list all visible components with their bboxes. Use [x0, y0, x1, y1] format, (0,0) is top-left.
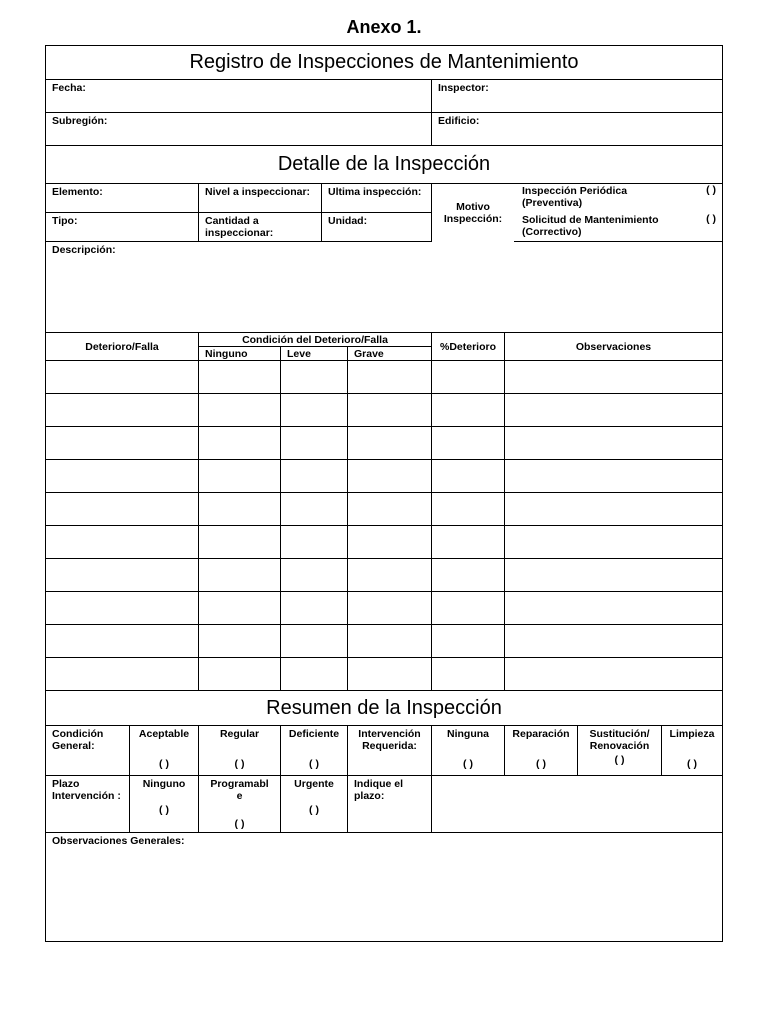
deterioro-cell-grave[interactable] — [348, 460, 432, 493]
observaciones-generales-field[interactable]: Observaciones Generales: — [52, 835, 185, 847]
reparacion-checkbox[interactable]: ( ) — [536, 758, 546, 770]
deterioro-cell-pct[interactable] — [432, 526, 505, 559]
col-observaciones: Observaciones — [505, 333, 722, 361]
motivo-label: Motivo Inspección: — [443, 201, 503, 225]
col-grave: Grave — [348, 347, 432, 361]
deterioro-cell-obs[interactable] — [505, 658, 722, 691]
col-pct-deterioro: %Deterioro — [432, 333, 505, 361]
sustitucion-label: Sustitución/ Renovación — [589, 728, 650, 752]
deterioro-cell-leve[interactable] — [281, 427, 348, 460]
deterioro-cell-grave[interactable] — [348, 658, 432, 691]
deterioro-cell-pct[interactable] — [432, 559, 505, 592]
deterioro-cell-leve[interactable] — [281, 361, 348, 394]
sustitucion-option[interactable] — [578, 726, 662, 776]
periodica-label: Inspección Periódica (Preventiva) — [522, 185, 628, 209]
ninguna-label: Ninguna — [447, 728, 489, 740]
deterioro-cell-pct[interactable] — [432, 361, 505, 394]
deterioro-cell-obs[interactable] — [505, 460, 722, 493]
deterioro-cell-obs[interactable] — [505, 559, 722, 592]
deterioro-cell-grave[interactable] — [348, 592, 432, 625]
unidad-field[interactable]: Unidad: — [322, 213, 432, 242]
sustitucion-checkbox[interactable]: ( ) — [614, 754, 625, 766]
plazo-ninguno-checkbox[interactable]: ( ) — [159, 804, 169, 816]
deterioro-cell-obs[interactable] — [505, 592, 722, 625]
deterioro-cell-leve[interactable] — [281, 394, 348, 427]
ninguna-option[interactable] — [432, 726, 505, 776]
deterioro-cell-ninguno[interactable] — [199, 592, 281, 625]
deterioro-cell-pct[interactable] — [432, 493, 505, 526]
deterioro-cell-pct[interactable] — [432, 592, 505, 625]
annex-title: Anexo 1. — [346, 17, 422, 37]
regular-label: Regular — [219, 728, 260, 740]
intervencion-requerida-label: Intervención Requerida: — [348, 726, 432, 776]
deterioro-cell-obs[interactable] — [505, 493, 722, 526]
deterioro-cell-falla[interactable] — [46, 559, 199, 592]
deterioro-cell-ninguno[interactable] — [199, 460, 281, 493]
ultima-inspeccion-field[interactable]: Ultima inspección: — [322, 184, 432, 213]
col-deterioro-falla: Deterioro/Falla — [46, 333, 199, 361]
descripcion-field[interactable]: Descripción: — [46, 242, 722, 333]
deterioro-cell-pct[interactable] — [432, 625, 505, 658]
deterioro-cell-leve[interactable] — [281, 625, 348, 658]
deterioro-cell-ninguno[interactable] — [199, 361, 281, 394]
nivel-field[interactable]: Nivel a inspeccionar: — [199, 184, 322, 213]
deterioro-cell-ninguno[interactable] — [199, 625, 281, 658]
deterioro-cell-falla[interactable] — [46, 658, 199, 691]
deterioro-cell-obs[interactable] — [505, 625, 722, 658]
col-ninguno: Ninguno — [199, 347, 281, 361]
limpieza-label: Limpieza — [669, 728, 715, 740]
deterioro-cell-pct[interactable] — [432, 394, 505, 427]
deficiente-label: Deficiente — [288, 728, 340, 740]
deterioro-cell-falla[interactable] — [46, 592, 199, 625]
deterioro-cell-falla[interactable] — [46, 625, 199, 658]
deterioro-cell-ninguno[interactable] — [199, 394, 281, 427]
deterioro-cell-leve[interactable] — [281, 460, 348, 493]
ninguna-checkbox[interactable]: ( ) — [463, 758, 473, 770]
col-leve: Leve — [281, 347, 348, 361]
deterioro-cell-pct[interactable] — [432, 460, 505, 493]
aceptable-label: Aceptable — [138, 728, 190, 740]
urgente-label: Urgente — [294, 778, 334, 790]
deterioro-cell-pct[interactable] — [432, 658, 505, 691]
plazo-ninguno-option[interactable] — [130, 776, 199, 833]
deterioro-cell-grave[interactable] — [348, 493, 432, 526]
deterioro-cell-obs[interactable] — [505, 394, 722, 427]
condicion-general-label: Condición General: — [46, 726, 130, 776]
deterioro-cell-obs[interactable] — [505, 361, 722, 394]
deterioro-cell-grave[interactable] — [348, 361, 432, 394]
deterioro-cell-falla[interactable] — [46, 394, 199, 427]
programable-label: Programable — [210, 778, 269, 802]
regular-checkbox[interactable]: ( ) — [234, 758, 245, 770]
deterioro-cell-leve[interactable] — [281, 592, 348, 625]
deterioro-cell-falla[interactable] — [46, 526, 199, 559]
elemento-field[interactable]: Elemento: — [46, 184, 199, 213]
form-title: Registro de Inspecciones de Mantenimiento — [46, 46, 722, 80]
deterioro-cell-falla[interactable] — [46, 361, 199, 394]
deterioro-cell-grave[interactable] — [348, 427, 432, 460]
deficiente-checkbox[interactable]: ( ) — [309, 758, 319, 770]
deterioro-cell-ninguno[interactable] — [199, 559, 281, 592]
programable-option[interactable] — [199, 776, 281, 833]
detail-heading: Detalle de la Inspección — [46, 146, 722, 184]
tipo-field[interactable]: Tipo: — [46, 213, 199, 242]
subregion-field[interactable]: Subregión: — [46, 113, 432, 146]
deterioro-cell-pct[interactable] — [432, 427, 505, 460]
programable-checkbox[interactable]: ( ) — [234, 818, 245, 830]
deterioro-cell-falla[interactable] — [46, 493, 199, 526]
deterioro-cell-grave[interactable] — [348, 625, 432, 658]
col-condicion: Condición del Deterioro/Falla — [199, 333, 432, 347]
edificio-field[interactable]: Edificio: — [432, 113, 722, 146]
deterioro-cell-ninguno[interactable] — [199, 526, 281, 559]
solicitud-option[interactable] — [514, 213, 722, 242]
limpieza-option[interactable] — [662, 726, 722, 776]
deterioro-cell-obs[interactable] — [505, 526, 722, 559]
deterioro-cell-falla[interactable] — [46, 427, 199, 460]
fecha-field[interactable]: Fecha: — [46, 80, 432, 113]
deterioro-cell-ninguno[interactable] — [199, 493, 281, 526]
deterioro-cell-ninguno[interactable] — [199, 658, 281, 691]
deterioro-cell-grave[interactable] — [348, 526, 432, 559]
summary-heading: Resumen de la Inspección — [46, 691, 722, 726]
aceptable-option[interactable] — [130, 726, 199, 776]
inspector-field[interactable]: Inspector: — [432, 80, 722, 113]
deterioro-cell-leve[interactable] — [281, 493, 348, 526]
cantidad-field[interactable]: Cantidad a inspeccionar: — [199, 213, 322, 242]
inspection-form — [45, 45, 723, 942]
urgente-option[interactable] — [281, 776, 348, 833]
reparacion-option[interactable] — [505, 726, 578, 776]
plazo-input[interactable] — [432, 776, 722, 833]
plazo-ninguno-label: Ninguno — [142, 778, 186, 790]
deterioro-cell-leve[interactable] — [281, 658, 348, 691]
deterioro-cell-obs[interactable] — [505, 427, 722, 460]
deterioro-cell-grave[interactable] — [348, 394, 432, 427]
deficiente-option[interactable] — [281, 726, 348, 776]
deterioro-cell-ninguno[interactable] — [199, 427, 281, 460]
indique-plazo-label: Indique el plazo: — [348, 776, 432, 833]
deterioro-cell-leve[interactable] — [281, 526, 348, 559]
plazo-intervencion-label: Plazo Intervención : — [46, 776, 130, 833]
solicitud-checkbox[interactable]: ( ) — [706, 213, 716, 225]
urgente-checkbox[interactable]: ( ) — [309, 804, 319, 816]
periodica-checkbox[interactable]: ( ) — [706, 184, 716, 196]
aceptable-checkbox[interactable]: ( ) — [159, 758, 169, 770]
reparacion-label: Reparación — [512, 728, 570, 740]
limpieza-checkbox[interactable]: ( ) — [687, 758, 697, 770]
solicitud-label: Solicitud de Mantenimiento (Correctivo) — [522, 214, 659, 238]
regular-option[interactable] — [199, 726, 281, 776]
deterioro-cell-falla[interactable] — [46, 460, 199, 493]
periodica-option[interactable] — [514, 184, 722, 213]
deterioro-cell-grave[interactable] — [348, 559, 432, 592]
deterioro-cell-leve[interactable] — [281, 559, 348, 592]
